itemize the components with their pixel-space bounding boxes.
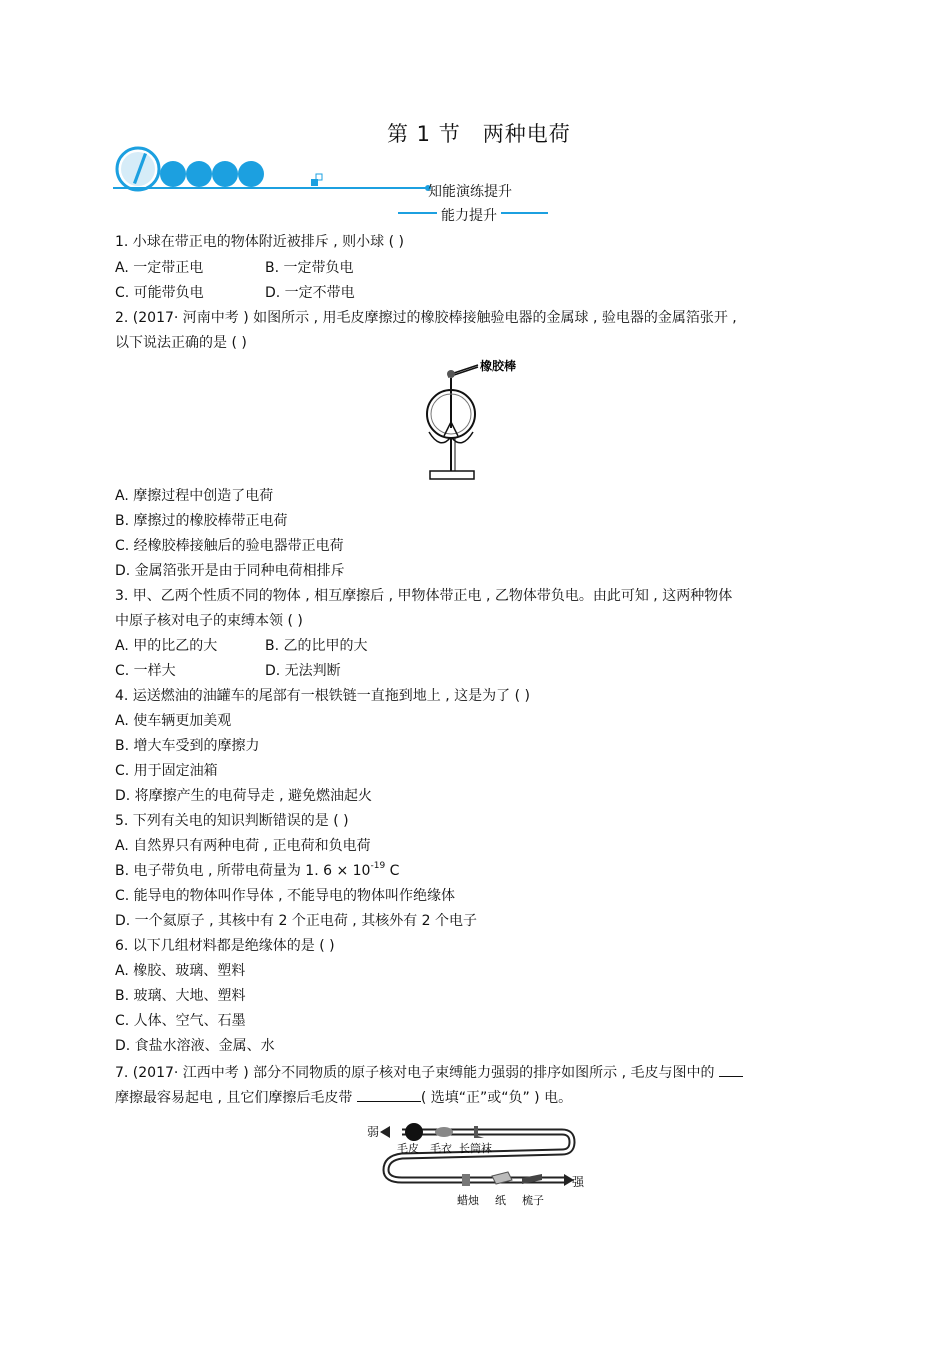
- q2-stem-line2: 以下说法正确的是 ( ): [115, 335, 247, 351]
- rubber-rod-label: 橡胶棒: [480, 359, 517, 373]
- q2-option-b: B. 摩擦过的橡胶棒带正电荷: [115, 513, 288, 529]
- q7-stem-line2-tail: ( 选填“正”或“负” ) 电。: [420, 1090, 573, 1106]
- weak-label: 弱: [367, 1125, 380, 1139]
- comb-label: 梳子: [522, 1194, 544, 1207]
- q6-option-d: D. 食盐水溶液、金属、水: [115, 1038, 275, 1054]
- sweater-label: 毛衣: [430, 1142, 452, 1155]
- section-banner: [113, 143, 443, 195]
- q2-stem-line1: 2. (2017· 河南中考 ) 如图所示 , 用毛皮摩擦过的橡胶棒接触验电器的金属球 , 验电器的金属箔张开 ,: [115, 310, 737, 326]
- q5-option-b: [115, 862, 399, 882]
- q1-option-d: D. 一定不带电: [265, 285, 355, 301]
- q3-stem-line2: 中原子核对电子的束缚本领 ( ): [115, 613, 303, 629]
- q4-option-d: D. 将摩擦产生的电荷导走 , 避免燃油起火: [115, 788, 373, 804]
- q7-stem-line1-text: 7. (2017· 江西中考 ) 部分不同物质的原子核对电子束缚能力强弱的排序如图所示 , 毛皮与图中的: [115, 1065, 715, 1081]
- q5-option-a: A. 自然界只有两种电荷 , 正电荷和负电荷: [115, 838, 371, 854]
- q7-stem-line2: [115, 1087, 572, 1107]
- q3-option-d: D. 无法判断: [265, 663, 341, 679]
- candle-label: 蜡烛: [457, 1194, 479, 1207]
- chapter-name: 两种电荷: [482, 122, 571, 146]
- q5-option-b-text: B. 电子带负电 , 所带电荷量为 1. 6 × 10: [115, 863, 371, 879]
- q3-option-b: B. 乙的比甲的大: [265, 638, 368, 654]
- q3-option-c: C. 一样大: [115, 663, 176, 679]
- q7-stem-line2-text: 摩擦最容易起电 , 且它们摩擦后毛皮带: [115, 1090, 353, 1106]
- q4-option-c: C. 用于固定油箱: [115, 763, 218, 779]
- paper-label: 纸: [495, 1194, 506, 1207]
- stocking-label: 长筒袜: [459, 1142, 492, 1155]
- q6-stem: 6. 以下几组材料都是绝缘体的是 ( ): [115, 938, 335, 954]
- triboelectric-series-figure: [362, 1118, 587, 1208]
- q1-stem: 1. 小球在带正电的物体附近被排斥 , 则小球 ( ): [115, 234, 404, 250]
- q4-stem: 4. 运送燃油的油罐车的尾部有一根铁链一直拖到地上 , 这是为了 ( ): [115, 688, 530, 704]
- q1-option-b: B. 一定带负电: [265, 260, 354, 276]
- q5-stem: 5. 下列有关电的知识判断错误的是 ( ): [115, 813, 349, 829]
- q5-option-b-exponent: -19: [370, 861, 386, 871]
- q4-option-a: A. 使车辆更加美观: [115, 713, 232, 729]
- q5-option-c: C. 能导电的物体叫作导体 , 不能导电的物体叫作绝缘体: [115, 888, 456, 904]
- q1-option-c: C. 可能带负电: [115, 285, 204, 301]
- chapter-number: 第 1 节: [387, 122, 461, 146]
- q2-option-c: C. 经橡胶棒接触后的验电器带正电荷: [115, 538, 344, 554]
- q6-option-b: B. 玻璃、大地、塑料: [115, 988, 246, 1004]
- q1-option-a: A. 一定带正电: [115, 260, 204, 276]
- q6-option-a: A. 橡胶、玻璃、塑料: [115, 963, 246, 979]
- banner-label: 知能演练提升: [428, 184, 512, 200]
- q7-blank-1: [719, 1062, 743, 1077]
- section-label: 能力提升: [437, 207, 501, 225]
- q5-option-d: D. 一个氦原子 , 其核中有 2 个正电荷 , 其核外有 2 个电子: [115, 913, 477, 929]
- q3-option-a: A. 甲的比乙的大: [115, 638, 218, 654]
- q2-option-d: D. 金属箔张开是由于同种电荷相排斥: [115, 563, 345, 579]
- q2-option-a: A. 摩擦过程中创造了电荷: [115, 488, 274, 504]
- q7-stem-line1: [115, 1062, 743, 1082]
- fur-label: 毛皮: [397, 1142, 419, 1155]
- q7-blank-2: [357, 1087, 421, 1102]
- q4-option-b: B. 增大车受到的摩擦力: [115, 738, 260, 754]
- strong-label: 强: [572, 1175, 585, 1189]
- q6-option-c: C. 人体、空气、石墨: [115, 1013, 246, 1029]
- q5-option-b-unit: C: [385, 863, 400, 879]
- electroscope-figure: [420, 356, 535, 486]
- q3-stem-line1: 3. 甲、乙两个性质不同的物体 , 相互摩擦后 , 甲物体带正电 , 乙物体带负电。由此可知 , 这两种物体: [115, 588, 733, 604]
